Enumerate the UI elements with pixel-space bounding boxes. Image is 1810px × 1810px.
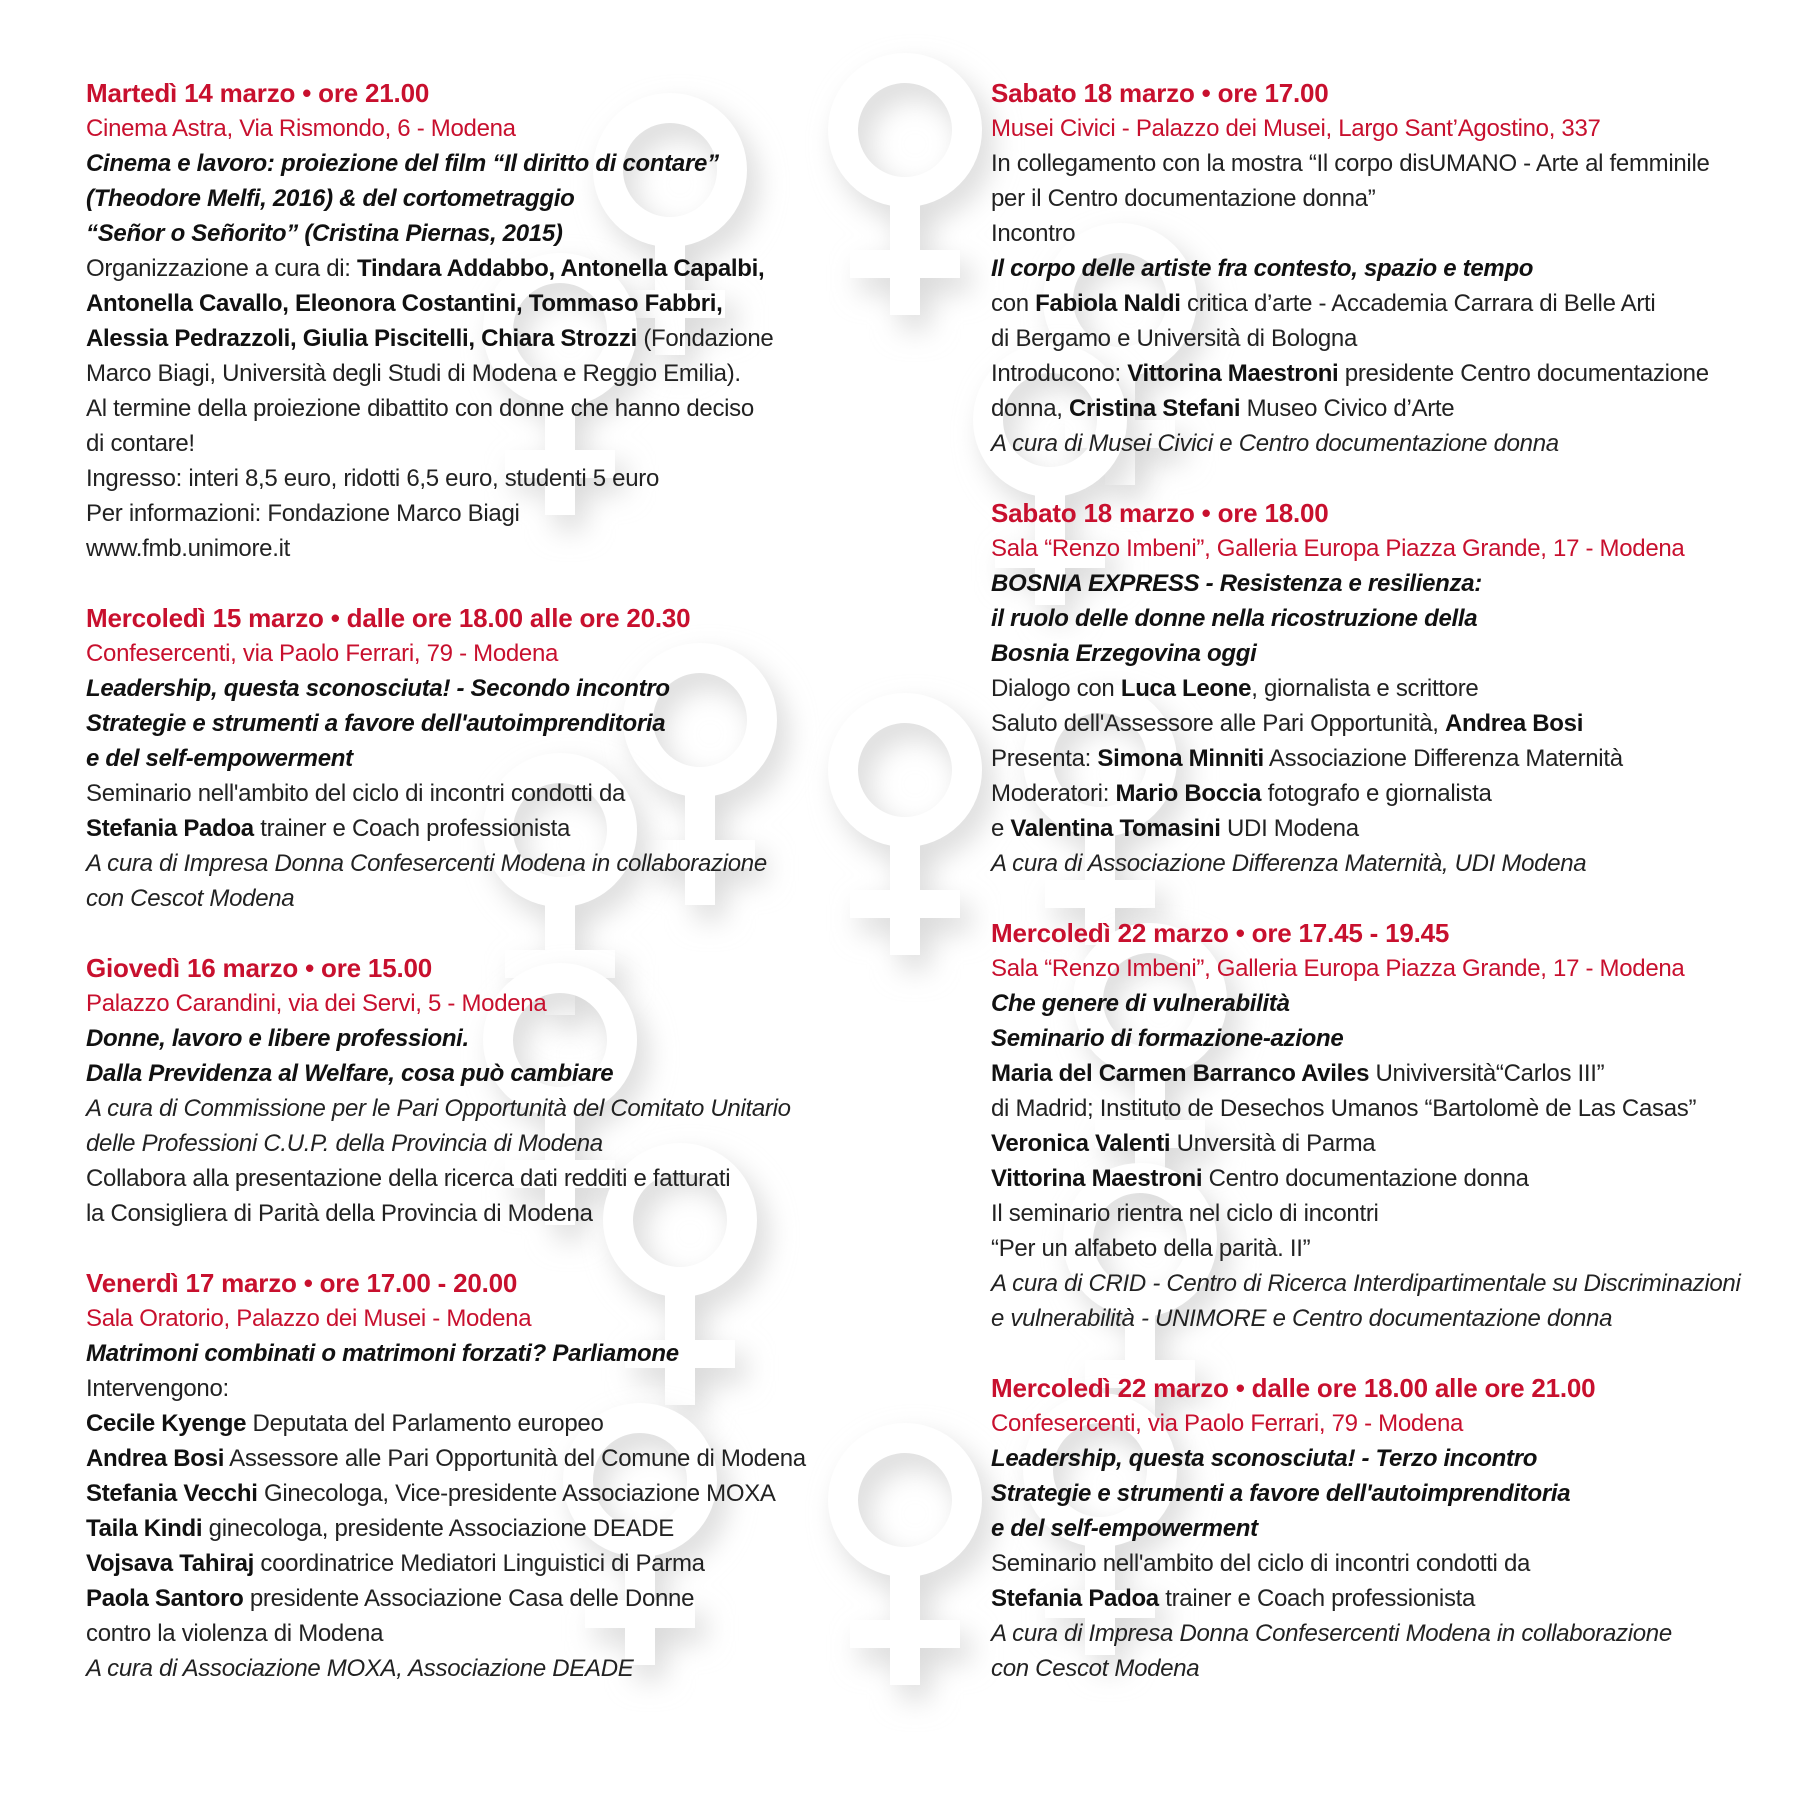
event-detail-line — [991, 391, 1751, 426]
event-detail-line — [991, 1056, 1751, 1091]
bold-text: il ruolo delle donne nella ricostruzione della — [991, 605, 1478, 632]
event-date: Sabato 18 marzo • ore 17.00 — [991, 78, 1329, 108]
event-detail-line — [991, 1581, 1751, 1616]
bold-text: Dalla Previdenza al Welfare, cosa può cambiare — [86, 1060, 614, 1087]
text: Assessore alle Pari Opportunità del Comune di Modena — [224, 1445, 806, 1472]
bold-text: e del self-empowerment — [86, 745, 353, 772]
event-detail-line — [86, 496, 826, 531]
event-detail-line — [86, 1161, 826, 1196]
event-block — [86, 601, 826, 916]
event-title-line — [86, 1021, 826, 1056]
bold-text: Fabiola Naldi — [1035, 290, 1181, 317]
bold-text: Taila Kindi — [86, 1515, 203, 1542]
event-detail-line — [991, 356, 1751, 391]
bold-text: Matrimoni combinati o matrimoni forzati? Parliamone — [86, 1340, 679, 1367]
event-detail-line — [86, 356, 826, 391]
text: Deputata del Parlamento europeo — [246, 1410, 604, 1437]
event-organizer-line — [991, 1266, 1751, 1301]
event-title-line — [991, 566, 1751, 601]
event-venue: Musei Civici - Palazzo dei Musei, Largo Sant’Agostino, 337 — [991, 115, 1601, 142]
event-title-line — [86, 706, 826, 741]
bold-text: Luca Leone — [1120, 675, 1252, 702]
text: di Bergamo e Università di Bologna — [991, 325, 1358, 352]
text: di Madrid; Instituto de Desechos Umanos “Bartolomè de Las Casas” — [991, 1095, 1697, 1122]
bold-text: Leadership, questa sconosciuta! - Secondo incontro — [86, 675, 670, 702]
text: con Cescot Modena — [86, 885, 295, 912]
event-detail-line — [86, 1616, 826, 1651]
text: Seminario nell'ambito del ciclo di incontri condotti da — [86, 780, 626, 807]
text: A cura di CRID - Centro di Ricerca Interdipartimentale su Discriminazioni — [991, 1270, 1741, 1297]
text: con Cescot Modena — [991, 1655, 1200, 1682]
bold-text: Veronica Valenti — [991, 1130, 1171, 1157]
text: di contare! — [86, 430, 195, 457]
event-detail-line — [86, 811, 826, 846]
event-title-line — [86, 216, 826, 251]
event-organizer-line — [86, 881, 826, 916]
text: www.fmb.unimore.it — [86, 535, 290, 562]
text: (Fondazione — [636, 325, 774, 352]
bold-text: Maria del Carmen Barranco Aviles — [991, 1060, 1370, 1087]
left-column — [86, 76, 826, 1686]
event-detail-line — [86, 531, 826, 566]
text: Marco Biagi, Università degli Studi di Modena e Reggio Emilia). — [86, 360, 741, 387]
bold-text: Bosnia Erzegovina oggi — [991, 640, 1257, 667]
bold-text: Vittorina Maestroni — [1127, 360, 1339, 387]
event-detail-line — [991, 1546, 1751, 1581]
event-organizer-line — [991, 1651, 1751, 1686]
bold-text: Alessia Pedrazzoli, Giulia Piscitelli, Chiara Strozzi — [86, 325, 637, 352]
event-venue: Sala “Renzo Imbeni”, Galleria Europa Piazza Grande, 17 - Modena — [991, 955, 1685, 982]
event-detail-line — [86, 1546, 826, 1581]
bold-text: Cecile Kyenge — [86, 1410, 247, 1437]
bold-text: Strategie e strumenti a favore dell'autoimprenditoria — [86, 710, 666, 737]
bold-text: Simona Minniti — [1097, 745, 1264, 772]
bold-text: Che genere di vulnerabilità — [991, 990, 1290, 1017]
event-title-line — [991, 1441, 1751, 1476]
text: critica d’arte - Accademia Carrara di Belle Arti — [1180, 290, 1656, 317]
venus-symbol-icon — [843, 1438, 977, 1699]
event-detail-line — [991, 706, 1751, 741]
event-detail-line — [86, 1441, 826, 1476]
event-block — [991, 1371, 1751, 1686]
text: Unversità di Parma — [1170, 1130, 1376, 1157]
event-block — [86, 76, 826, 566]
event-date: Sabato 18 marzo • ore 18.00 — [991, 498, 1329, 528]
text: e — [991, 815, 1011, 842]
event-detail-line — [991, 1196, 1751, 1231]
event-detail-line — [991, 1091, 1751, 1126]
event-detail-line — [86, 286, 826, 321]
event-title-line — [86, 146, 826, 181]
event-detail-line — [991, 811, 1751, 846]
event-organizer-line — [991, 846, 1751, 881]
event-detail-line — [991, 741, 1751, 776]
bold-text: Strategie e strumenti a favore dell'autoimprenditoria — [991, 1480, 1571, 1507]
event-title-line — [86, 1056, 826, 1091]
event-title-line — [991, 251, 1751, 286]
text: la Consigliera di Parità della Provincia di Modena — [86, 1200, 593, 1227]
text: A cura di Associazione Differenza Maternità, UDI Modena — [991, 850, 1587, 877]
bold-text: BOSNIA EXPRESS - Resistenza e resilienza: — [991, 570, 1482, 597]
bold-text: Paola Santoro — [86, 1585, 244, 1612]
text: Museo Civico d’Arte — [1240, 395, 1455, 422]
text: fotografo e giornalista — [1261, 780, 1492, 807]
bold-text: Cinema e lavoro: proiezione del film “Il diritto di contare” — [86, 150, 719, 177]
event-title-line — [991, 1476, 1751, 1511]
event-block — [86, 951, 826, 1231]
text: Al termine della proiezione dibattito con donne che hanno deciso — [86, 395, 754, 422]
event-title-line — [86, 671, 826, 706]
event-detail-line — [991, 1126, 1751, 1161]
text: , giornalista e scrittore — [1251, 675, 1479, 702]
text: Dialogo con — [991, 675, 1121, 702]
text: Intervengono: — [86, 1375, 229, 1402]
event-detail-line — [86, 1511, 826, 1546]
bold-text: (Theodore Melfi, 2016) & del cortometraggio — [86, 185, 575, 212]
event-organizer-line — [86, 846, 826, 881]
bold-text: Vittorina Maestroni — [991, 1165, 1203, 1192]
text: Organizzazione a cura di: — [86, 255, 358, 282]
event-block — [991, 916, 1751, 1336]
bold-text: Andrea Bosi — [1445, 710, 1584, 737]
event-detail-line — [991, 181, 1751, 216]
event-detail-line — [86, 391, 826, 426]
text: Associazione Differenza Maternità — [1263, 745, 1623, 772]
event-organizer-line — [991, 1301, 1751, 1336]
bold-text: “Señor o Señorito” (Cristina Piernas, 2015) — [86, 220, 563, 247]
text: Ginecologa, Vice-presidente Associazione MOXA — [257, 1480, 776, 1507]
event-venue: Sala “Renzo Imbeni”, Galleria Europa Piazza Grande, 17 - Modena — [991, 535, 1685, 562]
venus-symbol-icon — [843, 68, 977, 329]
text: Incontro — [991, 220, 1076, 247]
text: contro la violenza di Modena — [86, 1620, 384, 1647]
text: Seminario nell'ambito del ciclo di incontri condotti da — [991, 1550, 1531, 1577]
event-detail-line — [86, 1406, 826, 1441]
event-title-line — [86, 181, 826, 216]
event-detail-line — [991, 776, 1751, 811]
bold-text: Seminario di formazione-azione — [991, 1025, 1344, 1052]
event-organizer-line — [991, 1616, 1751, 1651]
text: A cura di Musei Civici e Centro documentazione donna — [991, 430, 1559, 457]
event-detail-line — [86, 321, 826, 356]
text: ginecologa, presidente Associazione DEADE — [202, 1515, 674, 1542]
event-venue: Palazzo Carandini, via dei Servi, 5 - Modena — [86, 990, 547, 1017]
event-detail-line — [86, 776, 826, 811]
event-organizer-line — [86, 1091, 826, 1126]
event-detail-line — [86, 251, 826, 286]
event-date: Mercoledì 15 marzo • dalle ore 18.00 alle ore 20.30 — [86, 603, 691, 633]
bold-text: Antonella Cavallo, Eleonora Costantini, Tommaso Fabbri, — [86, 290, 723, 317]
event-venue: Confesercenti, via Paolo Ferrari, 79 - Modena — [991, 1410, 1464, 1437]
event-detail-line — [991, 216, 1751, 251]
text: Il seminario rientra nel ciclo di incontri — [991, 1200, 1379, 1227]
text: Centro documentazione donna — [1202, 1165, 1529, 1192]
event-block — [86, 1266, 826, 1686]
text: “Per un alfabeto della parità. II” — [991, 1235, 1311, 1262]
text: e vulnerabilità - UNIMORE e Centro documentazione donna — [991, 1305, 1613, 1332]
text: donna, — [991, 395, 1069, 422]
event-organizer-line — [86, 1126, 826, 1161]
event-detail-line — [991, 286, 1751, 321]
event-date: Mercoledì 22 marzo • dalle ore 18.00 alle ore 21.00 — [991, 1373, 1596, 1403]
event-detail-line — [86, 1476, 826, 1511]
text: A cura di Impresa Donna Confesercenti Modena in collaborazione — [86, 850, 767, 877]
event-title-line — [991, 1021, 1751, 1056]
event-detail-line — [991, 321, 1751, 356]
bold-text: Vojsava Tahiraj — [86, 1550, 255, 1577]
event-title-line — [991, 636, 1751, 671]
event-detail-line — [991, 146, 1751, 181]
text: trainer e Coach professionista — [253, 815, 571, 842]
text: per il Centro documentazione donna” — [991, 185, 1376, 212]
text: Ingresso: interi 8,5 euro, ridotti 6,5 euro, studenti 5 euro — [86, 465, 660, 492]
event-date: Giovedì 16 marzo • ore 15.00 — [86, 953, 432, 983]
event-detail-line — [86, 1196, 826, 1231]
text: Presenta: — [991, 745, 1098, 772]
event-block — [991, 496, 1751, 881]
text: Moderatori: — [991, 780, 1116, 807]
event-organizer-line — [991, 426, 1751, 461]
event-detail-line — [86, 1581, 826, 1616]
bold-text: Valentina Tomasini — [1010, 815, 1221, 842]
text: Univiversità“Carlos III” — [1369, 1060, 1605, 1087]
event-title-line — [86, 741, 826, 776]
event-title-line — [991, 601, 1751, 636]
text: Per informazioni: Fondazione Marco Biagi — [86, 500, 520, 527]
event-title-line — [991, 1511, 1751, 1546]
text: A cura di Impresa Donna Confesercenti Modena in collaborazione — [991, 1620, 1672, 1647]
text: presidente Associazione Casa delle Donne — [243, 1585, 695, 1612]
text: A cura di Associazione MOXA, Associazione DEADE — [86, 1655, 634, 1682]
event-venue: Sala Oratorio, Palazzo dei Musei - Modena — [86, 1305, 532, 1332]
event-detail-line — [86, 426, 826, 461]
bold-text: Donne, lavoro e libere professioni. — [86, 1025, 469, 1052]
text: presidente Centro documentazione — [1338, 360, 1709, 387]
bold-text: Cristina Stefani — [1068, 395, 1241, 422]
bold-text: Tindara Addabbo, Antonella Capalbi, — [357, 255, 765, 282]
event-detail-line — [991, 671, 1751, 706]
event-date: Mercoledì 22 marzo • ore 17.45 - 19.45 — [991, 918, 1450, 948]
bold-text: Stefania Padoa — [86, 815, 254, 842]
bold-text: Leadership, questa sconosciuta! - Terzo incontro — [991, 1445, 1538, 1472]
text: A cura di Commissione per le Pari Opportunità del Comitato Unitario — [86, 1095, 791, 1122]
text: coordinatrice Mediatori Linguistici di Parma — [254, 1550, 705, 1577]
text: Introducono: — [991, 360, 1128, 387]
event-venue: Confesercenti, via Paolo Ferrari, 79 - Modena — [86, 640, 559, 667]
bold-text: Stefania Padoa — [991, 1585, 1159, 1612]
event-block — [991, 76, 1751, 461]
event-detail-line — [991, 1231, 1751, 1266]
event-organizer-line — [86, 1651, 826, 1686]
bold-text: Il corpo delle artiste fra contesto, spazio e tempo — [991, 255, 1534, 282]
bold-text: Andrea Bosi — [86, 1445, 225, 1472]
event-detail-line — [991, 1161, 1751, 1196]
event-title-line — [991, 986, 1751, 1021]
bold-text: e del self-empowerment — [991, 1515, 1258, 1542]
text: Saluto dell'Assessore alle Pari Opportunità, — [991, 710, 1445, 737]
event-detail-line — [86, 461, 826, 496]
text: con — [991, 290, 1036, 317]
event-date: Venerdì 17 marzo • ore 17.00 - 20.00 — [86, 1268, 518, 1298]
text: In collegamento con la mostra “Il corpo disUMANO - Arte al femminile — [991, 150, 1710, 177]
venus-symbol-icon — [843, 708, 977, 969]
event-venue: Cinema Astra, Via Rismondo, 6 - Modena — [86, 115, 516, 142]
event-detail-line — [86, 1371, 826, 1406]
bold-text: Stefania Vecchi — [86, 1480, 258, 1507]
text: trainer e Coach professionista — [1158, 1585, 1476, 1612]
bold-text: Mario Boccia — [1115, 780, 1262, 807]
event-date: Martedì 14 marzo • ore 21.00 — [86, 78, 430, 108]
right-column — [991, 76, 1751, 1686]
event-title-line — [86, 1336, 826, 1371]
text: delle Professioni C.U.P. della Provincia di Modena — [86, 1130, 603, 1157]
text: UDI Modena — [1220, 815, 1359, 842]
text: Collabora alla presentazione della ricerca dati redditi e fatturati — [86, 1165, 731, 1192]
